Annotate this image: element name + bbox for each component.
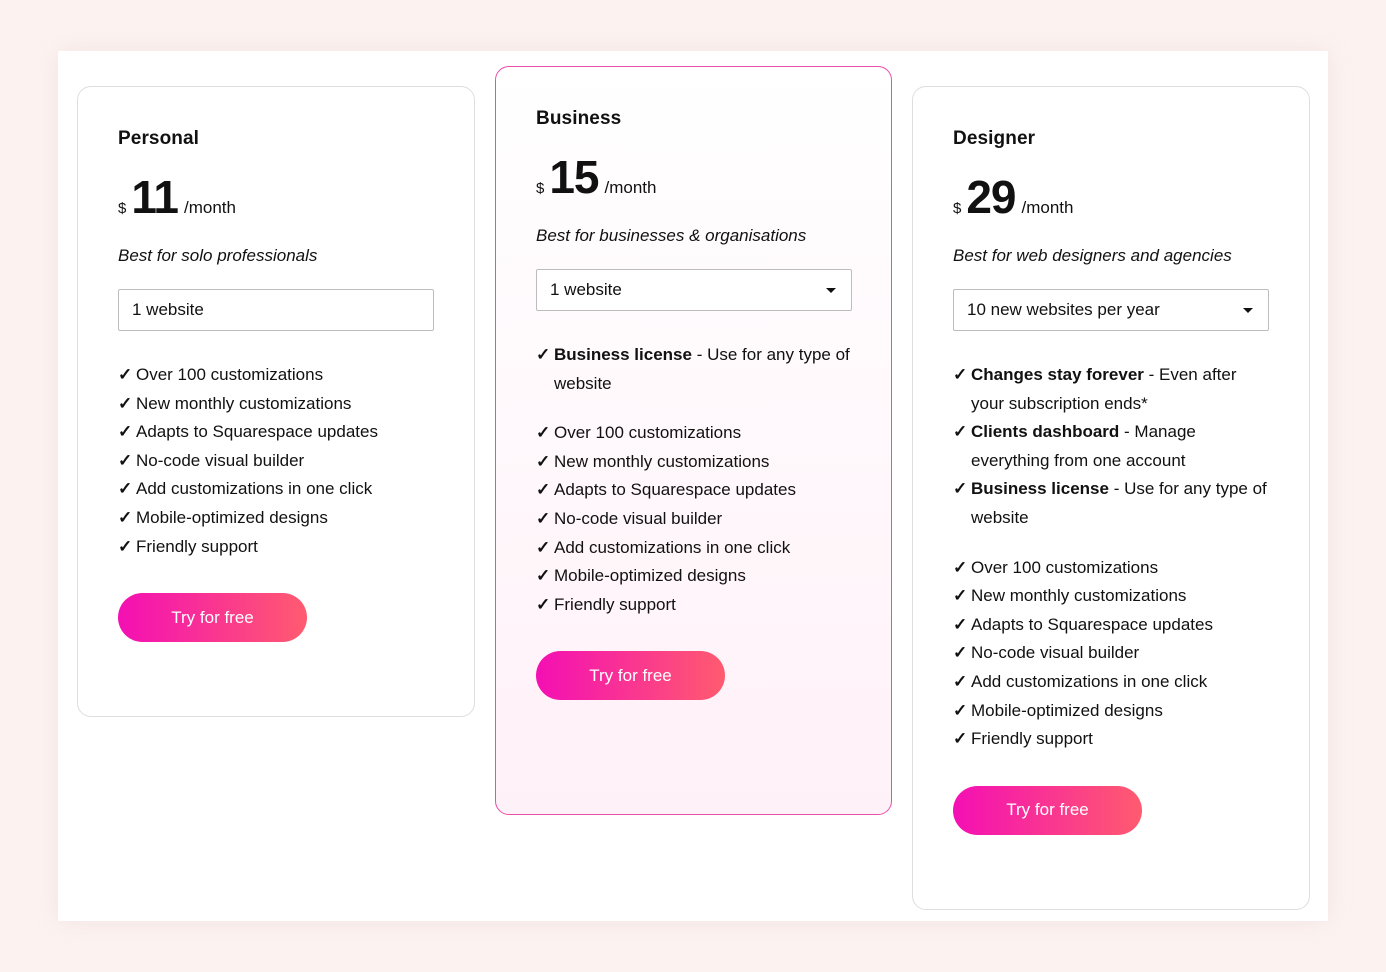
feature-item: ✓ New monthly customizations bbox=[953, 582, 1269, 611]
feature-item: ✓ No-code visual builder bbox=[536, 505, 851, 534]
feature-list bbox=[118, 361, 434, 561]
price bbox=[118, 169, 434, 225]
feature-item: ✓ Adapts to Squarespace updates bbox=[953, 611, 1269, 640]
check-icon: ✓ bbox=[953, 479, 968, 499]
website-count-value: 10 new websites per year bbox=[967, 300, 1160, 319]
price-period: /month bbox=[183, 198, 236, 217]
plan-card-business bbox=[495, 66, 892, 815]
website-count-dropdown[interactable] bbox=[953, 289, 1269, 331]
currency-symbol: $ bbox=[953, 200, 962, 217]
price-amount: 11 bbox=[131, 171, 178, 223]
feature-highlight: ✓ Changes stay forever - Even after your subscription ends* bbox=[953, 361, 1269, 418]
plan-tagline: Best for solo professionals bbox=[118, 246, 318, 265]
try-for-free-button[interactable]: Try for free bbox=[536, 651, 725, 700]
feature-item: ✓ Add customizations in one click bbox=[536, 534, 851, 563]
feature-item: ✓ New monthly customizations bbox=[536, 448, 851, 477]
feature-highlight: ✓ Business license - Use for any type of website bbox=[536, 341, 851, 398]
feature-item: ✓ Mobile-optimized designs bbox=[953, 697, 1269, 726]
plan-name: Designer bbox=[953, 128, 1036, 149]
check-icon: ✓ bbox=[953, 614, 968, 634]
check-icon: ✓ bbox=[953, 586, 968, 606]
caret-down-icon bbox=[1243, 308, 1253, 313]
check-icon: ✓ bbox=[953, 422, 968, 442]
price-period: /month bbox=[604, 178, 657, 197]
feature-item: ✓ Add customizations in one click bbox=[953, 668, 1269, 697]
feature-item: ✓ Friendly support bbox=[953, 725, 1269, 754]
currency-symbol: $ bbox=[118, 200, 127, 217]
check-icon: ✓ bbox=[118, 393, 133, 413]
check-icon: ✓ bbox=[118, 422, 133, 442]
feature-item: ✓ Friendly support bbox=[118, 533, 434, 562]
check-icon: ✓ bbox=[536, 480, 551, 500]
plan-card-personal bbox=[77, 86, 475, 717]
feature-item: ✓ Add customizations in one click bbox=[118, 475, 434, 504]
feature-item: ✓ Adapts to Squarespace updates bbox=[536, 476, 851, 505]
check-icon: ✓ bbox=[118, 507, 133, 527]
plan-tagline: Best for businesses & organisations bbox=[536, 226, 807, 245]
currency-symbol: $ bbox=[536, 180, 545, 197]
check-icon: ✓ bbox=[118, 365, 133, 384]
check-icon: ✓ bbox=[536, 566, 551, 586]
check-icon: ✓ bbox=[118, 536, 133, 556]
feature-item: ✓ Mobile-optimized designs bbox=[536, 562, 851, 591]
try-for-free-button[interactable]: Try for free bbox=[953, 786, 1142, 835]
check-icon: ✓ bbox=[536, 345, 551, 364]
check-icon: ✓ bbox=[118, 450, 133, 470]
plan-card-designer bbox=[912, 86, 1310, 910]
price-period: /month bbox=[1021, 198, 1074, 217]
check-icon: ✓ bbox=[536, 451, 551, 471]
feature-item: ✓ No-code visual builder bbox=[953, 639, 1269, 668]
check-icon: ✓ bbox=[953, 671, 968, 691]
price-amount: 29 bbox=[966, 171, 1016, 223]
check-icon: ✓ bbox=[953, 643, 968, 663]
check-icon: ✓ bbox=[953, 365, 968, 384]
feature-item: ✓ Over 100 customizations bbox=[953, 554, 1269, 583]
plan-name: Personal bbox=[118, 128, 200, 149]
price bbox=[536, 149, 851, 205]
check-icon: ✓ bbox=[536, 508, 551, 528]
price-amount: 15 bbox=[549, 151, 599, 203]
website-count-value: 1 website bbox=[132, 300, 204, 319]
feature-item: ✓ New monthly customizations bbox=[118, 390, 434, 419]
check-icon: ✓ bbox=[118, 479, 133, 499]
feature-item: ✓ Friendly support bbox=[536, 591, 851, 620]
check-icon: ✓ bbox=[536, 594, 551, 614]
website-count-dropdown[interactable] bbox=[536, 269, 852, 311]
check-icon: ✓ bbox=[953, 557, 968, 577]
check-icon: ✓ bbox=[536, 423, 551, 443]
plan-name: Business bbox=[536, 108, 622, 129]
price bbox=[953, 169, 1269, 225]
caret-down-icon bbox=[826, 288, 836, 293]
feature-item: ✓ Mobile-optimized designs bbox=[118, 504, 434, 533]
feature-list bbox=[536, 341, 851, 619]
feature-highlight: ✓ Clients dashboard - Manage everything from one account bbox=[953, 418, 1269, 475]
feature-item: ✓ Adapts to Squarespace updates bbox=[118, 418, 434, 447]
feature-item: ✓ Over 100 customizations bbox=[536, 419, 851, 448]
website-count-value: 1 website bbox=[550, 280, 622, 299]
feature-highlight: ✓ Business license - Use for any type of website bbox=[953, 475, 1269, 532]
plan-tagline: Best for web designers and agencies bbox=[953, 246, 1232, 265]
feature-item: ✓ Over 100 customizations bbox=[118, 361, 434, 390]
feature-item: ✓ No-code visual builder bbox=[118, 447, 434, 476]
check-icon: ✓ bbox=[953, 700, 968, 720]
website-count-field[interactable] bbox=[118, 289, 434, 331]
feature-list bbox=[953, 361, 1269, 754]
check-icon: ✓ bbox=[953, 729, 968, 749]
check-icon: ✓ bbox=[536, 537, 551, 557]
try-for-free-button[interactable]: Try for free bbox=[118, 593, 307, 642]
